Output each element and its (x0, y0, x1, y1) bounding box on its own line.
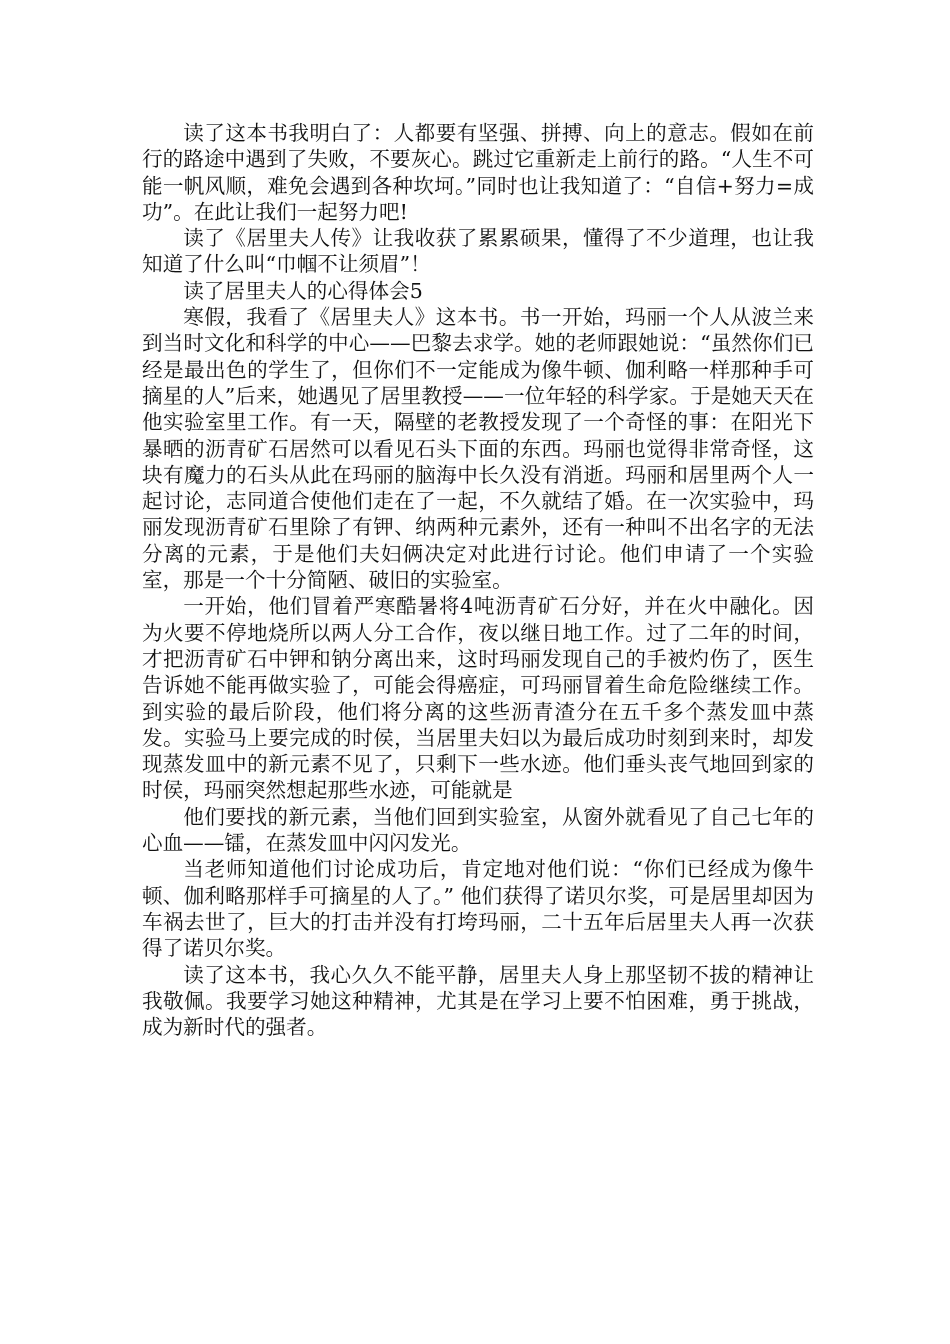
paragraph-2: 读了《居里夫人传》让我收获了累累硕果，懂得了不少道理，也让我知道了什么叫“巾帼不让须眉”！ (142, 226, 814, 277)
paragraph-3: 寒假，我看了《居里夫人》这本书。书一开始，玛丽一个人从波兰来到当时文化和科学的中心——巴黎去求学。她的老师跟她说：“虽然你们已经是最出色的学生了，但你们不一定能成为像牛顿、伽利略一样那种手可摘星的人”后来，她遇见了居里教授——一位年轻的科学家。于是她天天在他实验室里工作。有一天，隔壁的老教授发现了一个奇怪的事：在阳光下暴晒的沥青矿石居然可以看见石头下面的东西。玛丽也觉得非常奇怪，这块有魔力的石头从此在玛丽的脑海中长久没有消逝。玛丽和居里两个人一起讨论，志同道合使他们走在了一起，不久就结了婚。在一次实验中，玛丽发现沥青矿石里除了有钾、纳两种元素外，还有一种叫不出名字的无法分离的元素，于是他们夫妇俩决定对此进行讨论。他们申请了一个实验室，那是一个十分简陋、破旧的实验室。 (142, 305, 814, 593)
paragraph-1: 读了这本书我明白了：人都要有坚强、拼搏、向上的意志。假如在前行的路途中遇到了失败，不要灰心。跳过它重新走上前行的路。“人生不可能一帆风顺，难免会遇到各种坎坷。”同时也让我知道了：“自信+努力=成功”。在此让我们一起努力吧! (142, 121, 814, 224)
paragraph-7: 读了这本书，我心久久不能平静，居里夫人身上那坚韧不拔的精神让我敬佩。我要学习她这种精神，尤其是在学习上要不怕困难，勇于挑战，成为新时代的强者。 (142, 962, 814, 1040)
paragraph-5: 他们要找的新元素，当他们回到实验室，从窗外就看见了自己七年的心血——镭，在蒸发皿中闪闪发光。 (142, 804, 814, 856)
paragraph-6: 当老师知道他们讨论成功后，肯定地对他们说：“你们已经成为像牛顿、伽利略那样手可摘星的人了。” 他们获得了诺贝尔奖，可是居里却因为车祸去世了，巨大的打击并没有打垮玛丽，二十五年后居里夫人再一次获得了诺贝尔奖。 (142, 857, 814, 961)
document-body (142, 120, 814, 1040)
section-heading: 读了居里夫人的心得体会5 (183, 278, 423, 303)
paragraph-4: 一开始，他们冒着严寒酷暑将4吨沥青矿石分好，并在火中融化。因为火要不停地烧所以两人分工合作，夜以继日地工作。过了二年的时间，才把沥青矿石中钾和钠分离出来，这时玛丽发现自己的手被灼伤了，医生告诉她不能再做实验了，可能会得癌症，可玛丽冒着生命危险继续工作。到实验的最后阶段，他们将分离的这些沥青渣分在五千多个蒸发皿中蒸发。实验马上要完成的时侯，当居里夫妇以为最后成功时刻到来时，却发现蒸发皿中的新元素不见了，只剩下一些水迹。他们垂头丧气地回到家的时侯，玛丽突然想起那些水迹，可能就是 (142, 594, 814, 803)
